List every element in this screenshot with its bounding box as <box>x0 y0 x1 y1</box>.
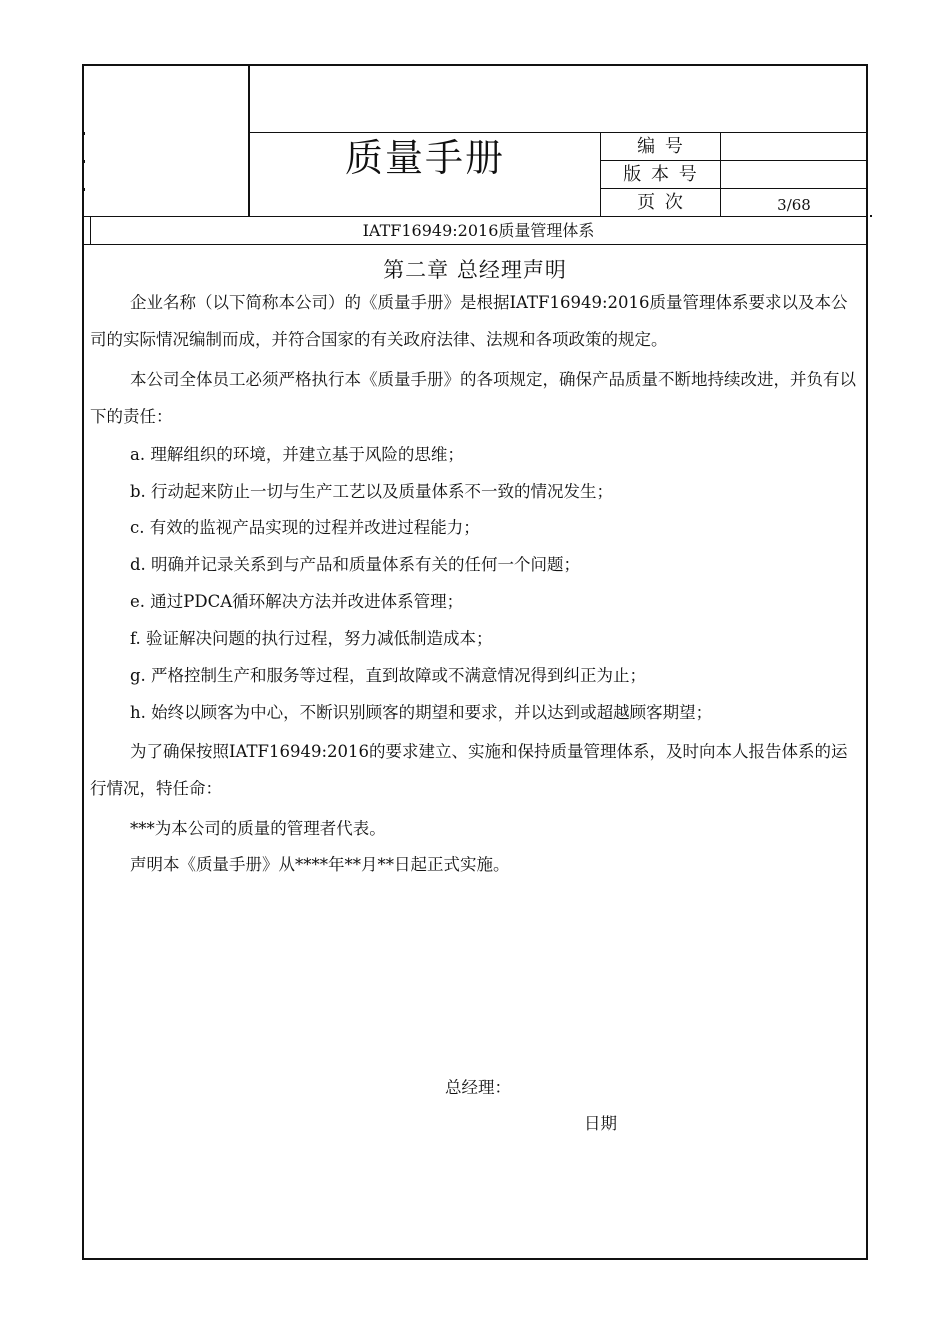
edge-mark <box>870 215 872 217</box>
general-manager-label: 总经理： <box>445 1078 511 1097</box>
responsibility-item-h: h. 始终以顾客为中心，不断识别顾客的期望和要求，并以达到或超越顾客期望； <box>130 703 713 722</box>
chapter-title: 第二章 总经理声明 <box>383 258 567 282</box>
responsibility-item-e: e. 通过PDCA循环解决方法并改进体系管理； <box>130 592 464 611</box>
document-title: 质量手册 <box>344 136 505 180</box>
intro-paragraph: 企业名称（以下简称本公司）的《质量手册》是根据IATF16949:2016质量管理体系要求以及本公司的实际情况编制而成，并符合国家的有关政府法律、法规和各项政策的规定。 <box>90 293 848 349</box>
edge-mark <box>82 160 85 163</box>
system-row-bottom-line <box>82 244 868 245</box>
number-value <box>722 133 866 161</box>
responsibility-item-c: c. 有效的监视产品实现的过程并改进过程能力； <box>130 518 480 537</box>
edge-mark <box>82 188 85 191</box>
responsibility-item-b: b. 行动起来防止一切与生产工艺以及质量体系不一致的情况发生； <box>130 482 614 501</box>
header-divider-vertical-right <box>720 132 721 216</box>
page-value: 3/68 <box>777 196 811 214</box>
header-divider-vertical-mid <box>600 132 601 216</box>
page-label: 页 次 <box>637 192 685 213</box>
date-label: 日期 <box>584 1114 617 1133</box>
edge-mark <box>82 132 85 135</box>
effective-date-line: 声明本《质量手册》从****年**月**日起正式实施。 <box>130 855 510 874</box>
number-label: 编 号 <box>637 136 685 157</box>
responsibility-paragraph: 本公司全体员工必须严格执行本《质量手册》的各项规定，确保产品质量不断地持续改进，并负有以下的责任： <box>90 370 856 426</box>
version-value <box>722 161 866 189</box>
version-label: 版 本 号 <box>623 164 699 185</box>
responsibility-item-g: g. 严格控制生产和服务等过程，直到故障或不满意情况得到纠正为止； <box>130 666 647 685</box>
appointment-paragraph: 为了确保按照IATF16949:2016的要求建立、实施和保持质量管理体系，及时向本人报告体系的运行情况，特任命： <box>90 742 848 798</box>
quality-system-title: IATF16949:2016质量管理体系 <box>362 221 595 240</box>
responsibility-item-f: f. 验证解决问题的执行过程，努力减低制造成本； <box>130 629 493 648</box>
responsibility-item-a: a. 理解组织的环境，并建立基于风险的思维； <box>130 445 464 464</box>
responsibility-item-d: d. 明确并记录关系到与产品和质量体系有关的任何一个问题； <box>130 555 581 574</box>
management-representative-line: ***为本公司的质量的管理者代表。 <box>130 819 386 838</box>
